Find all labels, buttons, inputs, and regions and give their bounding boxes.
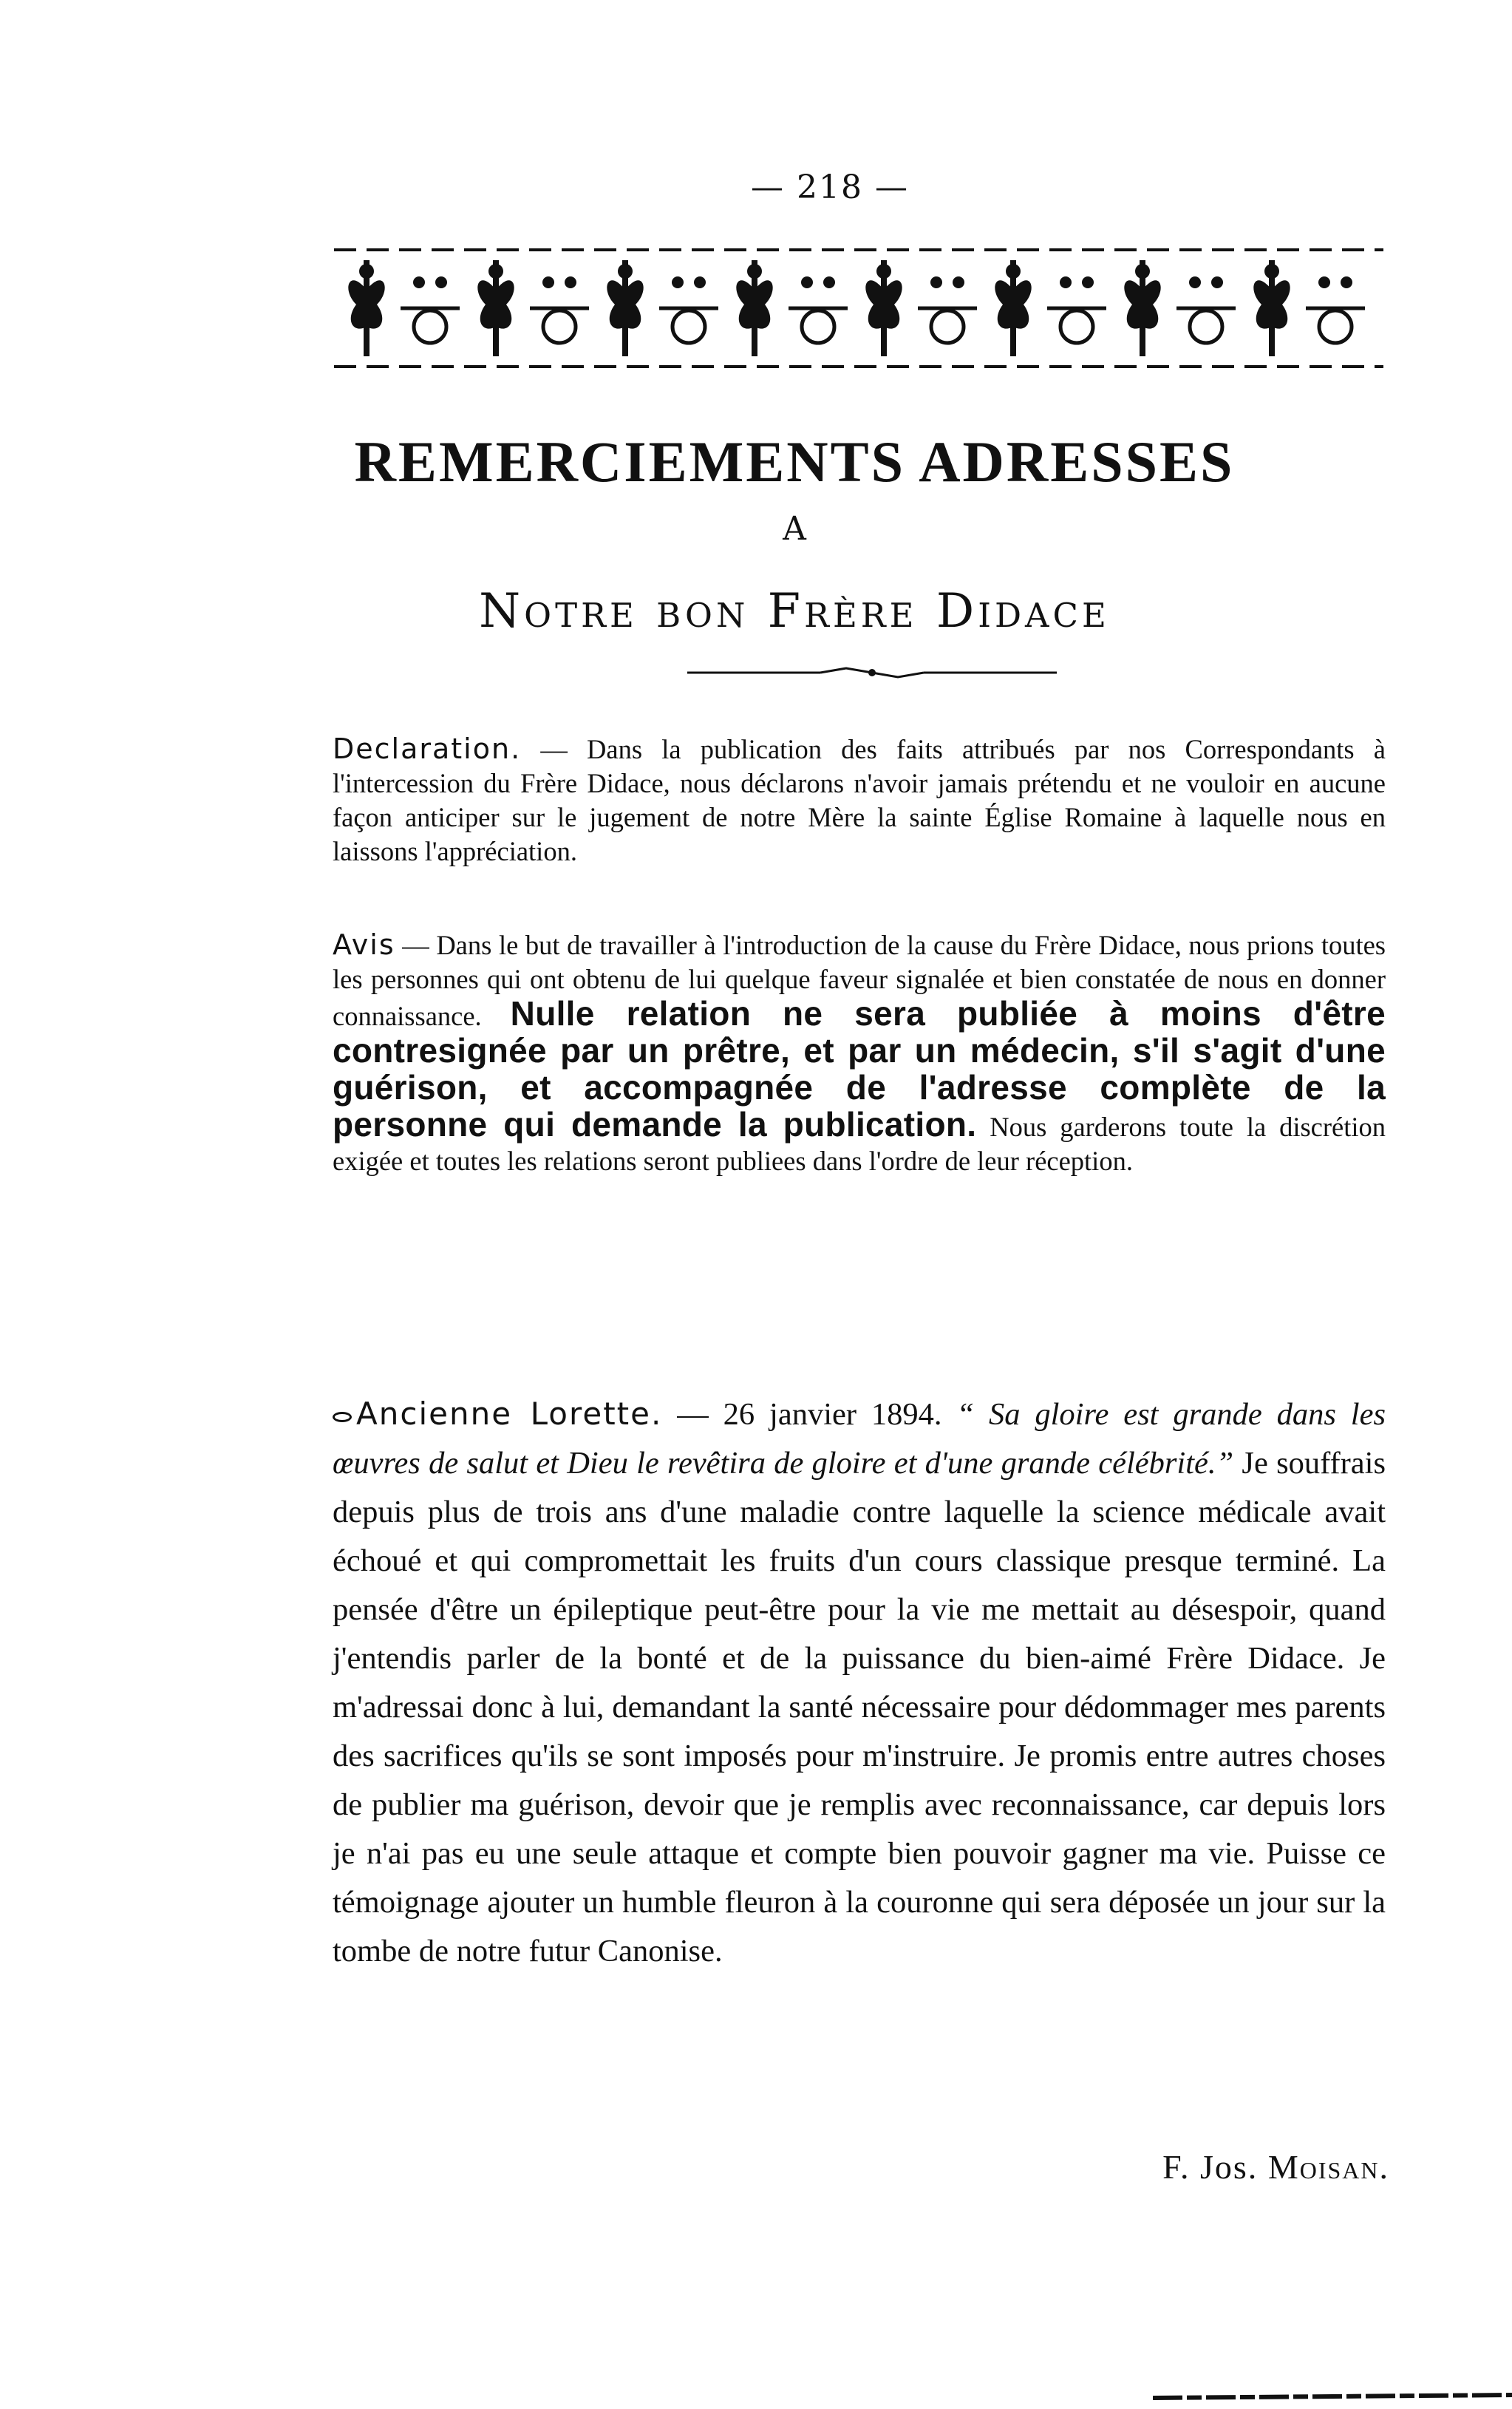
signature — [1020, 2147, 1389, 2187]
declaration-paragraph — [333, 732, 1386, 869]
avis-bold-notice: Nulle relation ne sera publiée à moins d'être contresignée par un prêtre, et par un médecin, s'il s'agit d'une guérison, et accompagnée de l'adresse complète de la personne qui demande la publication. — [333, 994, 1386, 1144]
declaration-label: Declaration. — [333, 733, 522, 765]
title-preposition: A — [783, 510, 806, 548]
declaration-text: Dans la publication des faits attribués par nos Correspondants à l'intercession du Frère Didace, nous déclarons n'avoir jamais prétendu et ne vouloir en aucune façon anticiper sur le jugement de notre Mère la sainte Église Romaine à laquelle nous en laissons l'appréciation. — [333, 734, 1386, 866]
page-number: — 218 — — [751, 169, 909, 206]
signature-initial: F. Jos. — [1162, 2148, 1259, 2186]
page-edge-mark-icon — [1153, 2392, 1512, 2401]
decorative-rule-icon — [687, 665, 1057, 680]
avis-label: Avis — [333, 928, 395, 961]
signature-name: Moisan. — [1267, 2148, 1389, 2186]
testimony-paragraph — [333, 1390, 1386, 1976]
testimony-quote: “ Sa gloire est grande dans les œuvres de salut et Dieu le revêtira de gloire et d'une grande célébrité.” — [333, 1397, 1386, 1481]
title-dedication: Notre bon Frère Didace — [479, 584, 1110, 639]
floral-border-ornament-icon — [334, 238, 1383, 378]
avis-end-text: Nous garderons toute la discrétion exigée et toutes les relations seront publiees dans l'ordre de leur réception. — [333, 1112, 1386, 1176]
avis-paragraph — [333, 928, 1386, 1178]
testimony-dash: — — [662, 1397, 723, 1432]
paragraph-mark-icon — [333, 1412, 352, 1422]
avis-dash: — — [395, 930, 437, 960]
page-title: REMERCIEMENTS ADRESSES — [354, 429, 1235, 494]
testimony-text: Je souffrais depuis plus de trois ans d'une maladie contre laquelle la science médicale avait échoué et qui compromettait les fruits d'un cours classique presque terminé. La pensée d'être un épileptique peut-être pour la vie me mettait au désespoir, quand j'entendis parler de la bonté et de la puissance du bien-aimé Frère Didace. Je m'adressai donc à lui, demandant la santé nécessaire pour dédommager mes parents des sacrifices qu'ils se sont imposés pour m'instruire. Je promis entre autres choses de publier ma guérison, devoir que je remplis avec reconnaissance, car depuis lors je n'ai pas eu une seule attaque et compte bien pouvoir gagner ma vie. Puisse ce témoignage ajouter un humble fleuron à la couronne qui sera déposée un jour sur la tombe de notre futur Canonise. — [333, 1446, 1386, 1968]
testimony-date: 26 janvier 1894. — [723, 1397, 942, 1432]
testimony-place: Ancienne Lorette. — [356, 1396, 663, 1432]
declaration-dash: — — [521, 734, 588, 764]
avis-text: Dans le but de travailler à l'introduction de la cause du Frère Didace, nous prions toutes les personnes qui ont obtenu de lui quelque faveur signalée et bien constatée de nous en donner connaissance. — [333, 930, 1386, 1031]
